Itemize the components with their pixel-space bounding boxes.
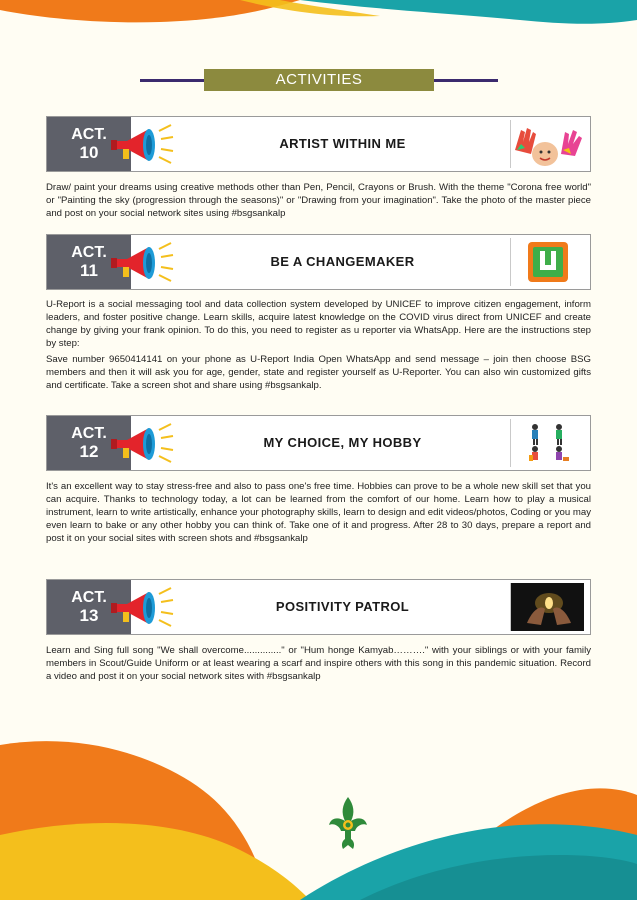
section-title: ACTIVITIES xyxy=(204,69,434,91)
megaphone-icon xyxy=(109,121,175,169)
activity-badge-label: ACT. xyxy=(71,425,107,442)
megaphone-icon xyxy=(109,584,175,632)
scout-fleur-de-lis-icon xyxy=(327,795,369,851)
painted-hands-icon xyxy=(510,120,584,168)
activity-badge-label: ACT. xyxy=(71,126,107,143)
activity-title: ARTIST WITHIN ME xyxy=(279,136,406,151)
activity-paragraph: U-Report is a social messaging tool and data collection system developed by UNICEF to improve citizen engagement, inform leaders, and foster positive change. Learn skills, acquire latest knowledge on the COVID virus direct from UNICEF and create change by giving your frank opinion. To do this, you need to register as u reporter via WhatsApp. Here are the instructions step by step: xyxy=(46,299,591,349)
hobby-figures-icon xyxy=(510,419,584,467)
activity-badge-number: 12 xyxy=(79,442,99,461)
section-header xyxy=(0,69,637,91)
candle-hands-icon xyxy=(510,583,584,631)
activity-paragraph: Save number 9650414141 on your phone as U-Report India Open WhatsApp and send message – join then choose BSG members and then it will ask you for age, gender, state and register yourself as U-Reporter. You can also win customized gifts and certificate. Take a screen shot and share using #bsgsankalp. xyxy=(46,354,591,391)
activity-title: BE A CHANGEMAKER xyxy=(270,254,415,269)
activity-title: POSITIVITY PATROL xyxy=(275,599,410,614)
activity-description xyxy=(46,298,591,392)
activity-badge-number: 10 xyxy=(79,143,99,162)
megaphone-icon xyxy=(109,239,175,287)
megaphone-icon xyxy=(109,420,175,468)
u-report-logo-icon xyxy=(510,238,584,286)
activity-description xyxy=(46,181,591,220)
activity-description xyxy=(46,480,591,545)
activity-title: MY CHOICE, MY HOBBY xyxy=(263,435,422,450)
activity-badge-label: ACT. xyxy=(71,244,107,261)
header-line-left xyxy=(140,79,204,82)
activity-description xyxy=(46,644,591,683)
activity-badge-label: ACT. xyxy=(71,589,107,606)
activity-banner xyxy=(46,579,591,635)
activity-banner xyxy=(46,116,591,172)
activity-paragraph: It's an excellent way to stay stress-free and also to pass one's free time. Hobbies can prove to be a whole new skill set that you can acquire. Thanks to technology today, a lot can be learned from the comfort of our home. Learn how to play a musical instrument, learn to write artistically, enhance your photography skills, learn to design and edit videos/photos, Coding or you may even learn to bake or any other hobby you can think of. Take one of it and progress. After 28 to 30 days, prepare a report and post it on your social sites with screen shots and #bsgsankalp xyxy=(46,481,591,544)
activity-paragraph: Learn and Sing full song "We shall overcome.............." or "Hum honge Kamyab………." with your siblings or with your family members in Scout/Guide Uniform or at least wearing a scarf and inspire others with this song in this pandemic situation. Record a video and post it on your social network sites with #bsgsankalp xyxy=(46,645,591,682)
activity-badge-number: 13 xyxy=(79,606,99,625)
activity-banner xyxy=(46,234,591,290)
activity-banner xyxy=(46,415,591,471)
activity-paragraph: Draw/ paint your dreams using creative methods other than Pen, Pencil, Crayons or Brush. With the theme "Corona free world" or "Painting the sky (progression through the seasons)" or "Drawing from your imagination". Take the photo of the master piece and post on your social network sites using #bsgsankalp xyxy=(46,182,591,219)
activity-badge-number: 11 xyxy=(80,261,98,280)
header-line-right xyxy=(434,79,498,82)
